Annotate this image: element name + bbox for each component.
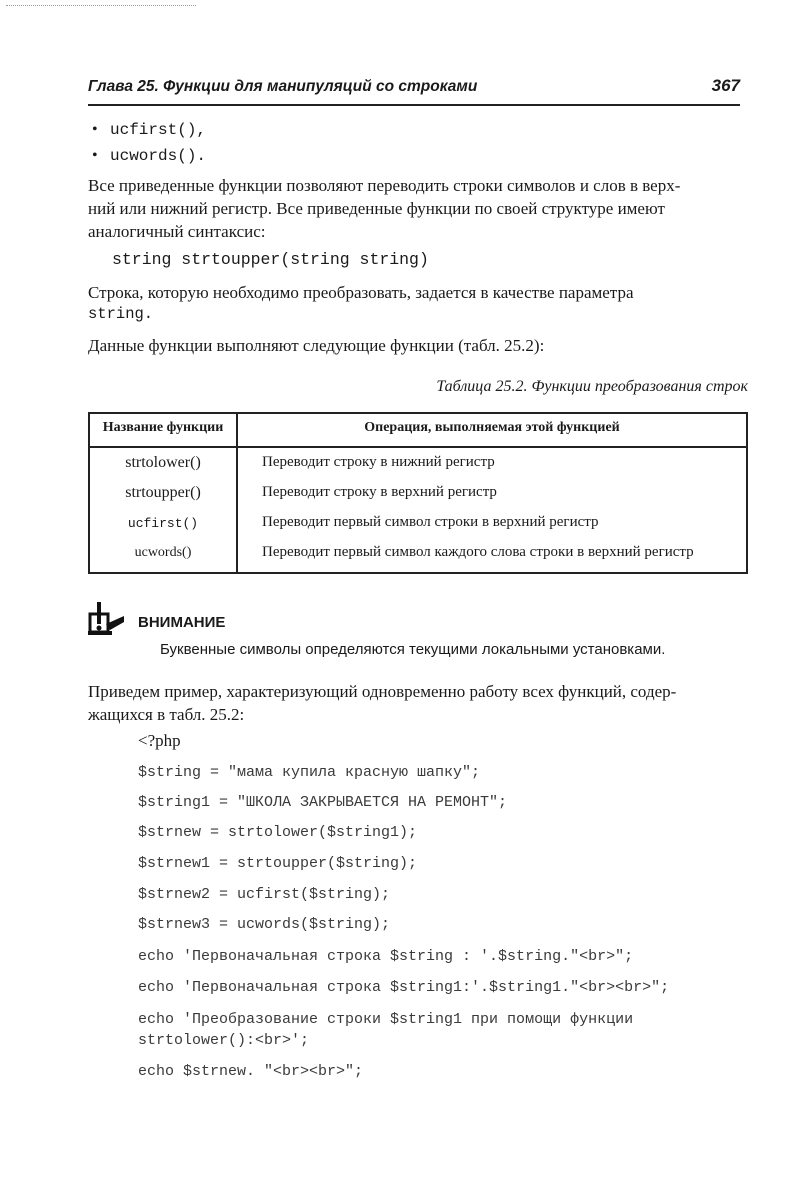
table-cell-name: ucwords() xyxy=(134,545,192,560)
paragraph-line: ний или нижний регистр. Все приведенные функции по своей структуре имеют xyxy=(88,199,665,218)
code-line: $strnew1 = strtoupper($string); xyxy=(138,855,418,872)
chapter-title: Глава 25. Функции для манипуляций со строками xyxy=(88,78,478,95)
table-cell-name: strtoupper() xyxy=(125,484,201,501)
page-number: 367 xyxy=(711,76,740,95)
code-line: $string = "мама купила красную шапку"; xyxy=(138,764,481,781)
paragraph-line: string. xyxy=(88,305,154,323)
list-item: • ucwords(). xyxy=(92,147,207,165)
code-line: echo 'Первоначальная строка $string1:'.$string1."<br><br>"; xyxy=(138,979,670,996)
paragraph-line: Приведем пример, характеризующий одновременно работу всех функций, содер- xyxy=(88,682,677,701)
code-line: $strnew = strtolower($string1); xyxy=(138,824,418,841)
code-line: echo $strnew. "<br><br>"; xyxy=(138,1063,364,1080)
table-cell-operation: Переводит строку в нижний регистр xyxy=(262,454,495,470)
table-caption: Таблица 25.2. Функции преобразования строк xyxy=(436,378,748,395)
function-name: ucwords(). xyxy=(110,147,207,165)
paragraph-line: Строка, которую необходимо преобразовать, задается в качестве параметра xyxy=(88,283,634,302)
code-line: $strnew3 = ucwords($string); xyxy=(138,916,391,933)
syntax-line: string strtoupper(string string) xyxy=(112,250,429,269)
table-header-name: Название функции xyxy=(102,420,224,435)
table-cell-operation: Переводит первый символ каждого слова строки в верхний регистр xyxy=(262,544,694,560)
paragraph-line: аналогичный синтаксис: xyxy=(88,222,266,241)
list-item: • ucfirst(), xyxy=(92,121,207,139)
scan-artifact xyxy=(6,5,196,9)
paragraph-line: Данные функции выполняют следующие функции (табл. 25.2): xyxy=(88,336,545,355)
code-line: echo 'Первоначальная строка $string : '.$string."<br>"; xyxy=(138,948,634,965)
functions-table xyxy=(88,412,748,574)
table-cell-operation: Переводит строку в верхний регистр xyxy=(262,484,497,500)
table-cell-operation: Переводит первый символ строки в верхний регистр xyxy=(262,514,599,530)
table-cell-name: ucfirst() xyxy=(127,516,199,531)
table-cell-name: strtolower() xyxy=(125,454,201,471)
php-open-tag: <?php xyxy=(138,731,181,750)
code-line: strtolower():<br>'; xyxy=(138,1032,310,1049)
running-header xyxy=(88,76,740,106)
code-line: $string1 = "ШКОЛА ЗАКРЫВАЕТСЯ НА РЕМОНТ"; xyxy=(138,794,508,811)
paragraph-line: жащихся в табл. 25.2: xyxy=(88,705,245,724)
attention-text: Буквенные символы определяются текущими локальными установками. xyxy=(160,641,666,658)
code-line: $strnew2 = ucfirst($string); xyxy=(138,886,391,903)
function-name: ucfirst(), xyxy=(110,121,207,139)
paragraph-line: Все приведенные функции позволяют переводить строки символов и слов в верх- xyxy=(88,176,681,195)
table-header-operation: Операция, выполняемая этой функцией xyxy=(364,420,620,435)
code-line: echo 'Преобразование строки $string1 при помощи функции xyxy=(138,1011,634,1028)
attention-title: ВНИМАНИЕ xyxy=(138,614,226,631)
attention-hand-icon xyxy=(88,600,128,636)
